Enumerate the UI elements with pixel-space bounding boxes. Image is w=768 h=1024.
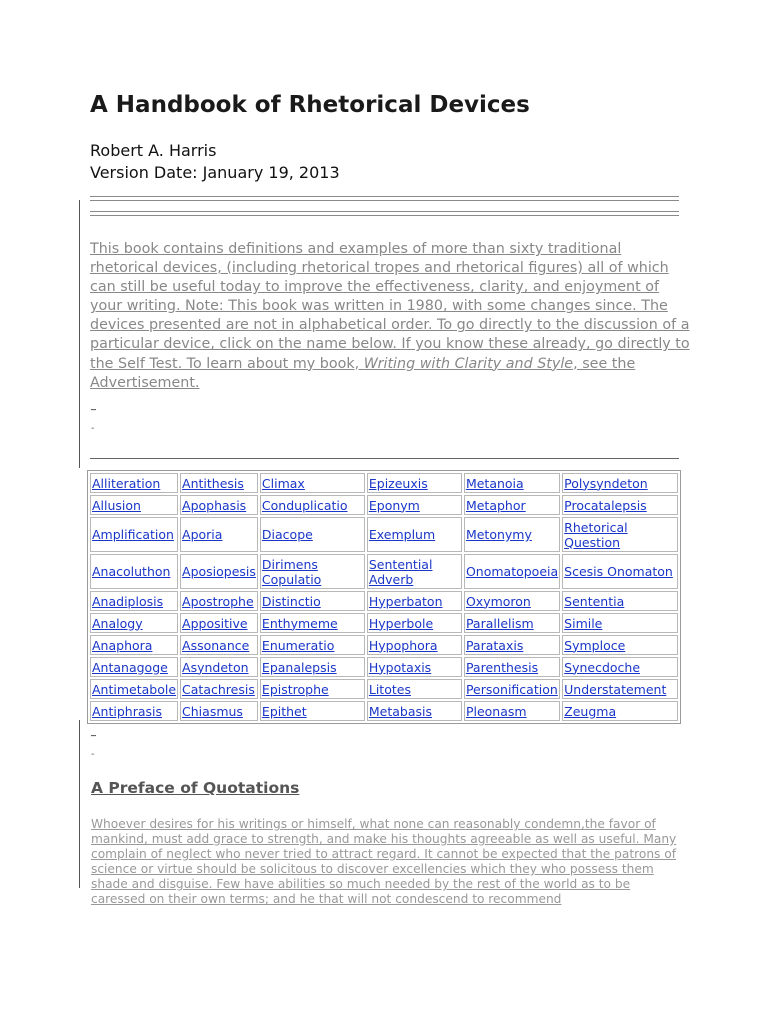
device-link-hypophora[interactable]: Hypophora: [367, 635, 462, 655]
device-link-chiasmus[interactable]: Chiasmus: [180, 701, 258, 721]
table-row: [90, 657, 678, 677]
device-link-personification[interactable]: Personification: [464, 679, 560, 699]
table-top-rule: [90, 458, 679, 459]
device-link-sententia[interactable]: Sententia: [562, 591, 678, 611]
preface-quote-link[interactable]: Whoever desires for his writings or himself, what none can reasonably condemn,the favor of mankind, must add grace to strength, and make his thoughts agreeable as well as useful. Many complain of neglect who never tried to attract regard. It cannot be expected that the patrons of science or virtue should be solicitous to discover excellencies which they who possess them shade and disguise. Few have abilities so much needed by the rest of the world as to be caressed on their own terms; and he that will not condescend to recommend: [91, 817, 677, 907]
device-link-antanagoge[interactable]: Antanagoge: [90, 657, 178, 677]
version-date: Version Date: January 19, 2013: [90, 163, 340, 182]
device-link-synecdoche[interactable]: Synecdoche: [562, 657, 678, 677]
device-link-antithesis[interactable]: Antithesis: [180, 473, 258, 493]
device-link-parenthesis[interactable]: Parenthesis: [464, 657, 560, 677]
intro-paragraph-link[interactable]: [90, 240, 690, 393]
device-link-parallelism[interactable]: Parallelism: [464, 613, 560, 633]
table-row: [90, 701, 678, 721]
table-row: [90, 635, 678, 655]
device-link-aposiopesis[interactable]: Aposiopesis: [180, 554, 258, 589]
device-link-antiphrasis[interactable]: Antiphrasis: [90, 701, 178, 721]
device-link-simile[interactable]: Simile: [562, 613, 678, 633]
device-link-oxymoron[interactable]: Oxymoron: [464, 591, 560, 611]
left-margin-rule: [79, 720, 80, 888]
device-link-anadiplosis[interactable]: Anadiplosis: [90, 591, 178, 611]
table-row: [90, 613, 678, 633]
device-link-symploce[interactable]: Symploce: [562, 635, 678, 655]
device-link-assonance[interactable]: Assonance: [180, 635, 258, 655]
device-link-onomatopoeia[interactable]: Onomatopoeia: [464, 554, 560, 589]
device-link-parataxis[interactable]: Parataxis: [464, 635, 560, 655]
device-link-analogy[interactable]: Analogy: [90, 613, 178, 633]
device-link-understatement[interactable]: Understatement: [562, 679, 678, 699]
device-link-enumeratio[interactable]: Enumeratio: [260, 635, 365, 655]
device-link-amplification[interactable]: Amplification: [90, 517, 178, 552]
device-link-conduplicatio[interactable]: Conduplicatio: [260, 495, 365, 515]
table-row: [90, 495, 678, 515]
anchor-dash: -: [91, 749, 95, 760]
device-link-polysyndeton[interactable]: Polysyndeton: [562, 473, 678, 493]
device-link-metabasis[interactable]: Metabasis: [367, 701, 462, 721]
table-row: [90, 473, 678, 493]
intro-text-after: , see the Advertisement.: [90, 355, 636, 391]
device-link-litotes[interactable]: Litotes: [367, 679, 462, 699]
device-link-asyndeton[interactable]: Asyndeton: [180, 657, 258, 677]
left-margin-rule: [79, 200, 80, 468]
page-title: A Handbook of Rhetorical Devices: [90, 92, 530, 118]
device-link-procatalepsis[interactable]: Procatalepsis: [562, 495, 678, 515]
book-title: Writing with Clarity and Style: [363, 355, 574, 372]
device-link-dirimens-copulatio[interactable]: Dirimens Copulatio: [260, 554, 365, 589]
device-link-scesis-onomaton[interactable]: Scesis Onomaton: [562, 554, 678, 589]
author-name: Robert A. Harris: [90, 141, 217, 160]
device-link-eponym[interactable]: Eponym: [367, 495, 462, 515]
device-index-table: [87, 470, 681, 724]
table-row: [90, 679, 678, 699]
device-link-epithet[interactable]: Epithet: [260, 701, 365, 721]
anchor-underscore[interactable]: _: [91, 400, 96, 411]
device-link-hyperbaton[interactable]: Hyperbaton: [367, 591, 462, 611]
device-link-metanoia[interactable]: Metanoia: [464, 473, 560, 493]
table-row: [90, 517, 678, 552]
device-link-aporia[interactable]: Aporia: [180, 517, 258, 552]
intro-text-before: This book contains definitions and examples of more than sixty traditional rhetorical devices, (including rhetorical tropes and rhetorical figures) all of which can still be useful today to improve the effectiveness, clarity, and enjoyment of your writing. Note: This book was written in 1980, with some changes since. The devices presented are not in alphabetical order. To go directly to the discussion of a particular device, click on the name below. If you know these already, go directly to the Self Test. To learn about my book,: [90, 241, 690, 372]
device-link-epizeuxis[interactable]: Epizeuxis: [367, 473, 462, 493]
device-link-pleonasm[interactable]: Pleonasm: [464, 701, 560, 721]
device-link-exemplum[interactable]: Exemplum: [367, 517, 462, 552]
anchor-underscore[interactable]: _: [91, 726, 96, 737]
device-link-diacope[interactable]: Diacope: [260, 517, 365, 552]
device-link-hypotaxis[interactable]: Hypotaxis: [367, 657, 462, 677]
device-link-alliteration[interactable]: Alliteration: [90, 473, 178, 493]
device-link-metonymy[interactable]: Metonymy: [464, 517, 560, 552]
device-link-rhetorical-question[interactable]: Rhetorical Question: [562, 517, 678, 552]
device-link-distinctio[interactable]: Distinctio: [260, 591, 365, 611]
device-link-apostrophe[interactable]: Apostrophe: [180, 591, 258, 611]
device-link-allusion[interactable]: Allusion: [90, 495, 178, 515]
device-link-appositive[interactable]: Appositive: [180, 613, 258, 633]
device-link-hyperbole[interactable]: Hyperbole: [367, 613, 462, 633]
device-link-enthymeme[interactable]: Enthymeme: [260, 613, 365, 633]
device-link-metaphor[interactable]: Metaphor: [464, 495, 560, 515]
device-link-anaphora[interactable]: Anaphora: [90, 635, 178, 655]
device-link-antimetabole[interactable]: Antimetabole: [90, 679, 178, 699]
device-link-anacoluthon[interactable]: Anacoluthon: [90, 554, 178, 589]
table-row: [90, 591, 678, 611]
table-row: [90, 554, 678, 589]
device-link-climax[interactable]: Climax: [260, 473, 365, 493]
device-link-apophasis[interactable]: Apophasis: [180, 495, 258, 515]
device-link-epistrophe[interactable]: Epistrophe: [260, 679, 365, 699]
preface-heading-link[interactable]: A Preface of Quotations: [91, 779, 300, 797]
device-link-sentential-adverb[interactable]: Sentential Adverb: [367, 554, 462, 589]
device-link-epanalepsis[interactable]: Epanalepsis: [260, 657, 365, 677]
device-link-catachresis[interactable]: Catachresis: [180, 679, 258, 699]
device-link-zeugma[interactable]: Zeugma: [562, 701, 678, 721]
anchor-dash: -: [91, 423, 95, 434]
